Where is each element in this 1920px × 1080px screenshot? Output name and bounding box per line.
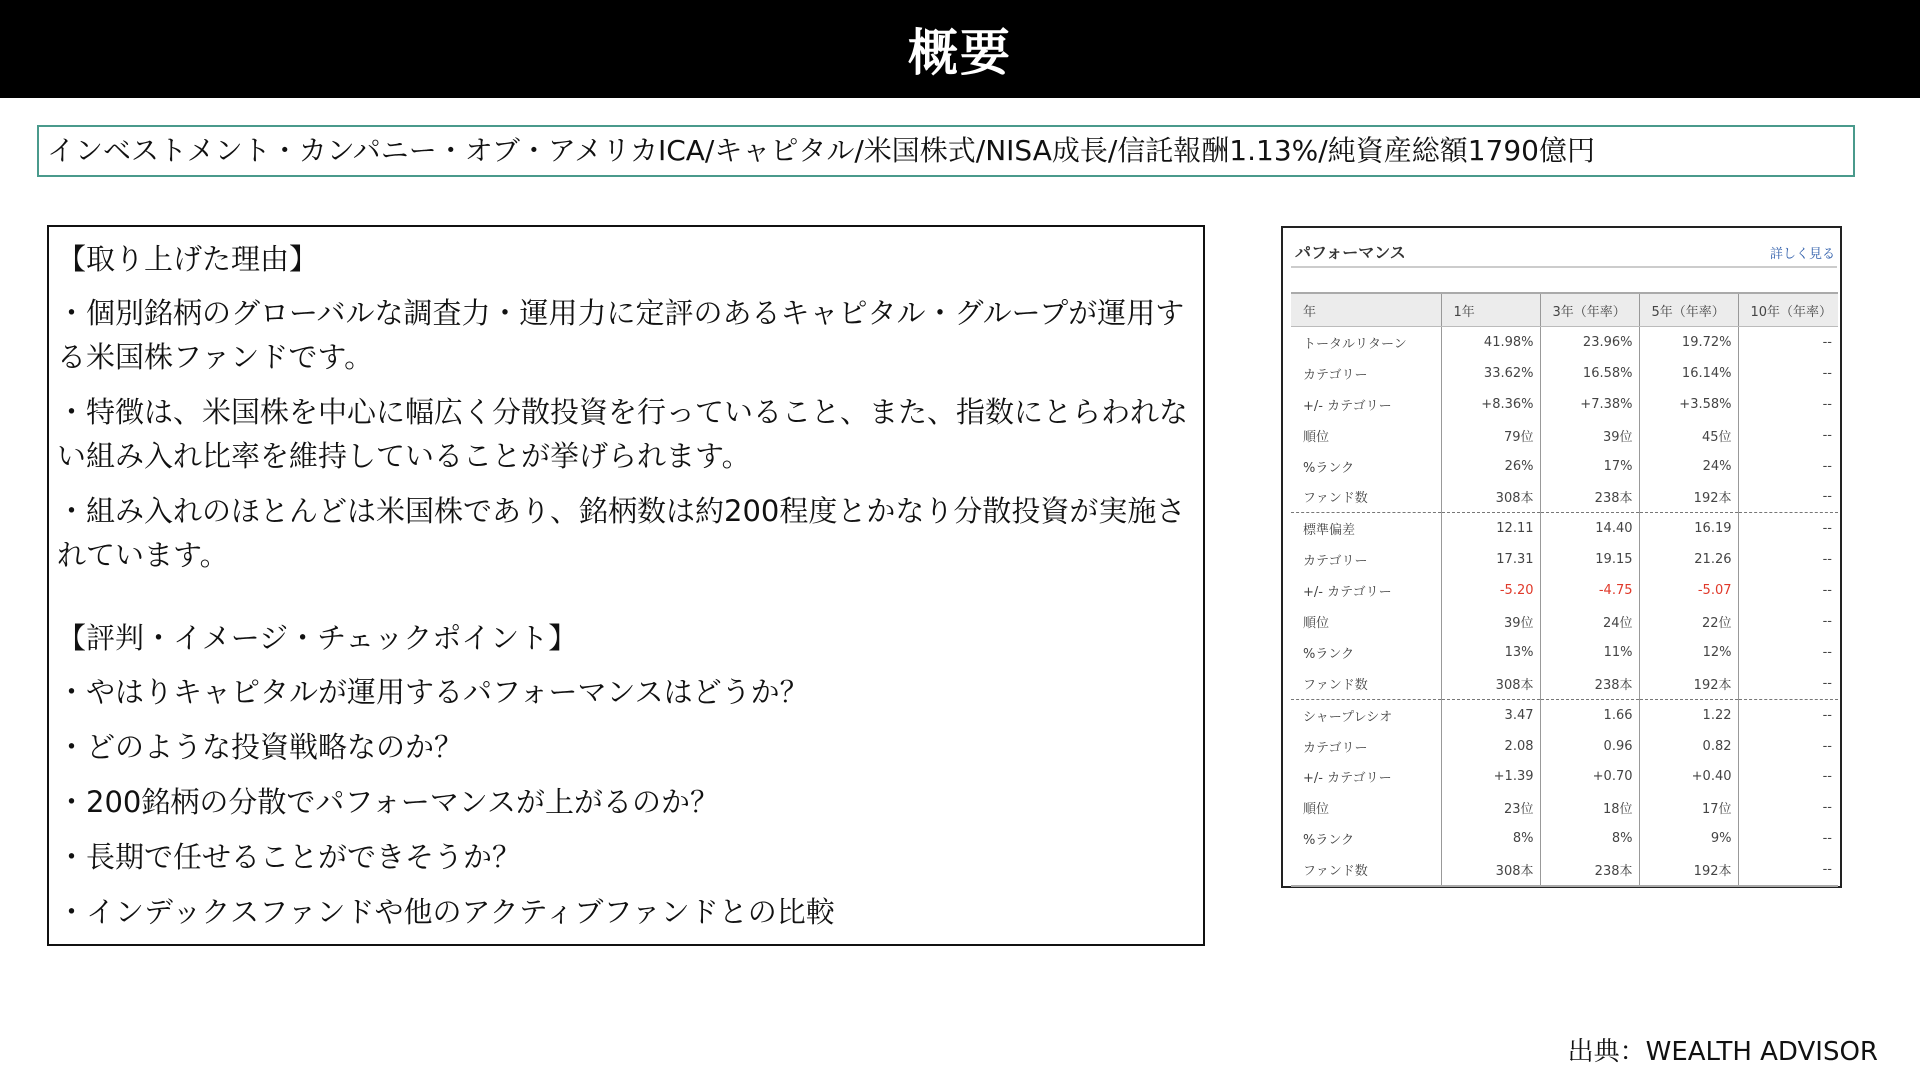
table-cell: --	[1738, 606, 1838, 637]
row-label: +/- カテゴリー	[1303, 771, 1392, 787]
table-cell: 16.58%	[1540, 358, 1639, 389]
checkpoint-bullet: ・長期で任せることができそうか？	[57, 840, 522, 874]
table-row	[1291, 668, 1838, 699]
table-cell: 8%	[1441, 823, 1540, 854]
table-cell: 12%	[1639, 637, 1738, 668]
table-cell: 26%	[1441, 451, 1540, 482]
table-cell: -5.20	[1441, 575, 1540, 606]
table-cell: --	[1738, 575, 1838, 606]
table-cell: --	[1738, 451, 1838, 482]
row-label: +/- カテゴリー	[1303, 398, 1392, 414]
table-cell: 8%	[1540, 823, 1639, 854]
table-cell: 0.96	[1540, 731, 1639, 762]
row-label: +/- カテゴリー	[1303, 585, 1392, 601]
table-cell: --	[1738, 699, 1838, 730]
table-cell: --	[1738, 731, 1838, 762]
table-cell: 13%	[1441, 637, 1540, 668]
row-label: 標準偏差	[1303, 523, 1356, 539]
row-label: ファンド数	[1291, 854, 1441, 886]
reason-bullet: ・特徴は、米国株を中心に幅広く分散投資を行っていること、また、指数にとらわれない組み入れ比率を維持していることが挙げられます。	[57, 395, 1189, 473]
checkpoint-bullet: ・どのような投資戦略なのか？	[57, 730, 464, 764]
table-row	[1291, 637, 1838, 668]
table-row	[1291, 575, 1838, 606]
table-cell: 18位	[1540, 792, 1639, 823]
performance-table	[1291, 292, 1838, 887]
table-row	[1291, 358, 1838, 389]
table-row	[1291, 606, 1838, 637]
table-cell: 41.98%	[1441, 327, 1540, 358]
table-cell: 33.62%	[1441, 358, 1540, 389]
table-header-row	[1291, 293, 1838, 327]
reason-bullet: ・個別銘柄のグローバルな調査力・運用力に定評のあるキャピタル・グループが運用する米国株ファンドです。	[57, 296, 1185, 374]
table-cell: +1.39	[1441, 761, 1540, 792]
table-cell: --	[1738, 761, 1838, 792]
table-row	[1291, 389, 1838, 420]
table-row	[1291, 451, 1838, 482]
table-cell: 39位	[1441, 606, 1540, 637]
table-cell: 238本	[1540, 481, 1639, 512]
table-cell: 12.11	[1441, 513, 1540, 544]
table-cell: +3.58%	[1639, 389, 1738, 420]
performance-title: パフォーマンス	[1295, 243, 1406, 262]
reason-box	[47, 225, 1205, 946]
table-cell: 11%	[1540, 637, 1639, 668]
row-label: カテゴリー	[1303, 367, 1368, 383]
section-gap	[57, 588, 1193, 616]
column-header: 5年（年率）	[1639, 293, 1738, 327]
table-cell: 308本	[1441, 481, 1540, 512]
row-label: 順位	[1303, 802, 1330, 818]
row-label: ファンド数	[1291, 668, 1441, 699]
table-cell: 19.72%	[1639, 327, 1738, 358]
row-label: カテゴリー	[1303, 740, 1368, 756]
row-label: シャープレシオ	[1303, 709, 1393, 725]
checkpoint-bullet: ・インデックスファンドや他のアクティブファンドとの比較	[57, 895, 835, 929]
performance-header	[1291, 238, 1837, 268]
table-cell: 19.15	[1540, 544, 1639, 575]
table-cell: 2.08	[1441, 731, 1540, 762]
table-cell: +7.38%	[1540, 389, 1639, 420]
table-row	[1291, 544, 1838, 575]
performance-panel	[1281, 226, 1842, 888]
checkpoint-bullet: ・やはりキャピタルが運用するパフォーマンスはどうか？	[57, 675, 809, 709]
table-cell: --	[1738, 358, 1838, 389]
column-header: 年	[1291, 293, 1441, 327]
table-cell: 16.19	[1639, 513, 1738, 544]
table-cell: +0.70	[1540, 761, 1639, 792]
table-cell: 79位	[1441, 420, 1540, 451]
table-cell: --	[1738, 420, 1838, 451]
row-label: ファンド数	[1291, 481, 1441, 512]
table-cell: 3.47	[1441, 699, 1540, 730]
table-cell: -4.75	[1540, 575, 1639, 606]
table-cell: 17%	[1540, 451, 1639, 482]
table-cell: 45位	[1639, 420, 1738, 451]
column-header: 1年	[1441, 293, 1540, 327]
table-cell: 24%	[1639, 451, 1738, 482]
table-row	[1291, 699, 1838, 730]
page-title: 概要	[908, 24, 1012, 82]
table-cell: 1.66	[1540, 699, 1639, 730]
table-cell: 192本	[1639, 668, 1738, 699]
performance-table-body	[1291, 327, 1838, 887]
table-cell: 192本	[1639, 854, 1738, 886]
table-cell: --	[1738, 513, 1838, 544]
table-cell: 238本	[1540, 854, 1639, 886]
table-cell: --	[1738, 854, 1838, 886]
table-cell: --	[1738, 637, 1838, 668]
source-credit: 出典：WEALTH ADVISOR	[1567, 1037, 1878, 1067]
table-cell: 9%	[1639, 823, 1738, 854]
table-cell: 0.82	[1639, 731, 1738, 762]
table-cell: 192本	[1639, 481, 1738, 512]
table-row	[1291, 792, 1838, 823]
table-row	[1291, 823, 1838, 854]
reason-bullet: ・組み入れのほとんどは米国株であり、銘柄数は約200程度とかなり分散投資が実施されています。	[57, 494, 1186, 572]
table-cell: --	[1738, 668, 1838, 699]
table-cell: 14.40	[1540, 513, 1639, 544]
table-row	[1291, 481, 1838, 512]
table-cell: 17位	[1639, 792, 1738, 823]
table-cell: --	[1738, 792, 1838, 823]
table-cell: 39位	[1540, 420, 1639, 451]
table-cell: 21.26	[1639, 544, 1738, 575]
table-cell: -5.07	[1639, 575, 1738, 606]
checkpoint-bullet: ・200銘柄の分散でパフォーマンスが上がるのか？	[57, 785, 720, 819]
table-cell: 308本	[1441, 668, 1540, 699]
row-label: トータルリターン	[1303, 336, 1407, 352]
table-cell: --	[1738, 327, 1838, 358]
page-header	[0, 0, 1920, 98]
table-cell: 23位	[1441, 792, 1540, 823]
table-row	[1291, 327, 1838, 358]
table-cell: +0.40	[1639, 761, 1738, 792]
table-cell: 238本	[1540, 668, 1639, 699]
row-label: 順位	[1303, 429, 1330, 445]
table-cell: 17.31	[1441, 544, 1540, 575]
table-cell: 16.14%	[1639, 358, 1738, 389]
table-cell: 24位	[1540, 606, 1639, 637]
checkpoints-title: 【評判・イメージ・チェックポイント】	[57, 621, 578, 655]
reasons-title: 【取り上げた理由】	[57, 242, 319, 276]
row-label: %ランク	[1303, 646, 1355, 662]
table-cell: 23.96%	[1540, 327, 1639, 358]
table-row	[1291, 854, 1838, 886]
table-row	[1291, 420, 1838, 451]
row-label: カテゴリー	[1303, 554, 1368, 570]
row-label: %ランク	[1303, 833, 1355, 849]
column-header: 3年（年率）	[1540, 293, 1639, 327]
fund-summary-bar: インベストメント・カンパニー・オブ・アメリカICA/キャピタル/米国株式/NISA成長/信託報酬1.13%/純資産総額1790億円	[37, 125, 1855, 177]
details-link[interactable]: 詳しく見る	[1769, 247, 1835, 262]
table-cell: --	[1738, 544, 1838, 575]
table-row	[1291, 761, 1838, 792]
table-cell: 1.22	[1639, 699, 1738, 730]
row-label: 順位	[1303, 615, 1330, 631]
row-label: %ランク	[1303, 460, 1355, 476]
table-cell: 22位	[1639, 606, 1738, 637]
table-cell: --	[1738, 823, 1838, 854]
table-row	[1291, 513, 1838, 544]
table-row	[1291, 731, 1838, 762]
table-cell: --	[1738, 481, 1838, 512]
table-cell: --	[1738, 389, 1838, 420]
table-cell: +8.36%	[1441, 389, 1540, 420]
column-header: 10年（年率）	[1738, 293, 1838, 327]
table-cell: 308本	[1441, 854, 1540, 886]
